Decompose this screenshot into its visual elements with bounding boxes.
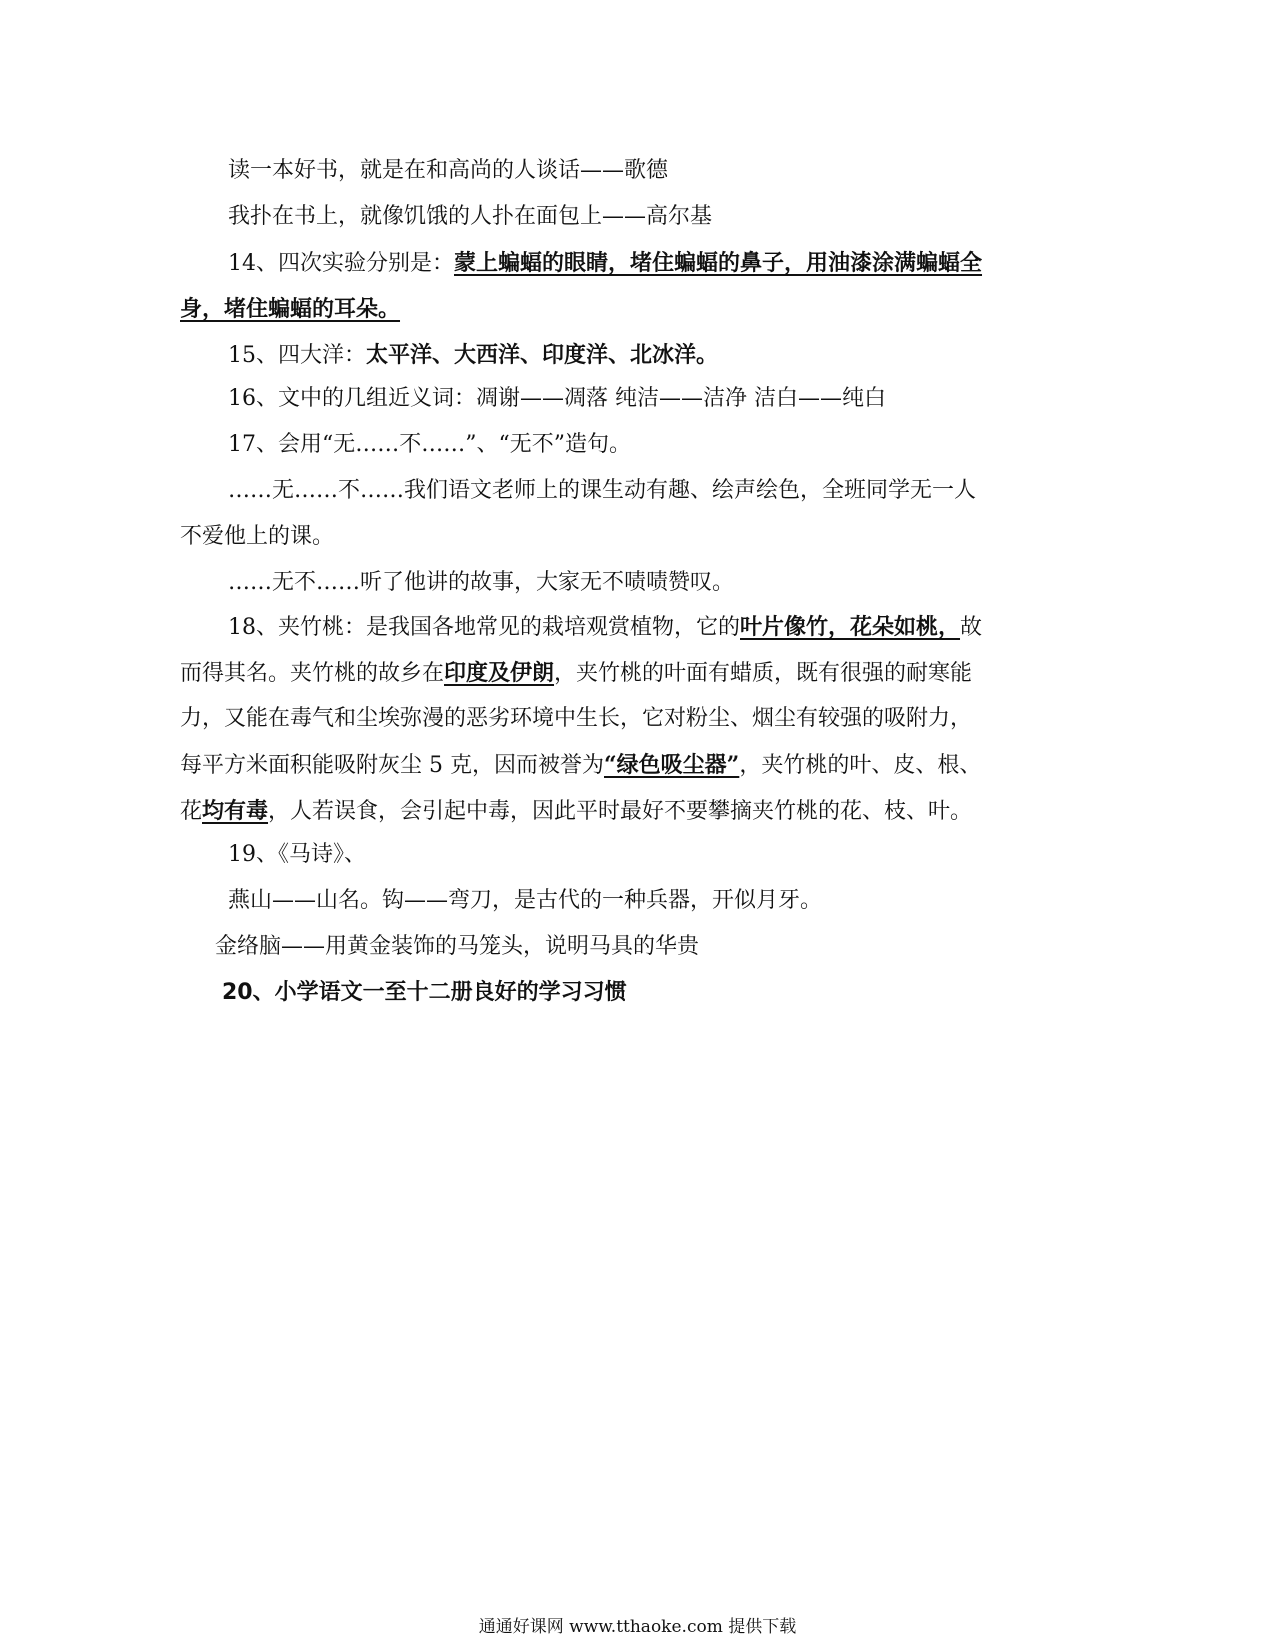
item-14-line1 [228, 248, 1128, 279]
item-14-answer-part2: 身，堵住蝙蝠的耳朵。 [180, 296, 401, 322]
item-18-text: 18、夹竹桃：是我国各地常见的栽培观赏植物，它的 [228, 615, 740, 640]
item-18-line5 [180, 796, 1080, 827]
quote-gorky: 我扑在书上，就像饥饿的人扑在面包上——高尔基 [228, 204, 713, 229]
item-15 [228, 340, 1128, 371]
item-17-example1-line2: 不爱他上的课。 [180, 524, 335, 549]
item-18-text: 每平方米面积能吸附灰尘 5 克，因而被誉为 [180, 753, 604, 778]
quote-goethe: 读一本好书，就是在和高尚的人谈话——歌德 [228, 158, 669, 183]
item-18-line2 [180, 658, 1080, 689]
item-16: 16、文中的几组近义词：凋谢——凋落 纯洁——洁净 洁白——纯白 [228, 386, 886, 411]
item-18-line1 [228, 612, 1128, 643]
item-19: 19、《马诗》、 [228, 842, 366, 867]
item-18-text: 而得其名。夹竹桃的故乡在 [180, 661, 445, 686]
item-19-note1: 燕山——山名。钩——弯刀，是古代的一种兵器，开似月牙。 [228, 888, 823, 913]
item-17-example2: ……无不……听了他讲的故事，大家无不啧啧赞叹。 [228, 570, 735, 595]
item-14-answer-part1: 蒙上蝙蝠的眼睛，堵住蝙蝠的鼻子，用油漆涂满蝙蝠全 [454, 250, 983, 276]
item-15-label: 15、四大洋： [228, 343, 366, 368]
item-18-highlight-nickname: “绿色吸尘器” [604, 752, 740, 778]
item-18-line3: 力，又能在毒气和尘埃弥漫的恶劣环境中生长，它对粉尘、烟尘有较强的吸附力， [180, 706, 973, 731]
item-20-heading: 20、小学语文一至十二册良好的学习习惯 [222, 980, 627, 1005]
item-18-text: ，人若误食，会引起中毒，因此平时最好不要攀摘夹竹桃的花、枝、叶。 [268, 799, 973, 824]
item-18-text: 故 [960, 615, 983, 640]
item-15-answer: 太平洋、大西洋、印度洋、北冰洋。 [366, 342, 719, 368]
item-18-highlight-origin: 印度及伊朗 [444, 660, 555, 686]
item-18-highlight-leaf: 叶片像竹，花朵如桃， [740, 614, 961, 640]
item-19-note2: 金络脑——用黄金装饰的马笼头，说明马具的华贵 [215, 934, 700, 959]
item-18-text: ，夹竹桃的叶面有蜡质，既有很强的耐寒能 [554, 661, 973, 686]
item-14-label: 14、四次实验分别是： [228, 251, 454, 276]
item-18-text: ，夹竹桃的叶、皮、根、 [739, 753, 982, 778]
item-18-line4 [180, 750, 1080, 781]
item-17-example1-line1: ……无……不……我们语文老师上的课生动有趣、绘声绘色，全班同学无一人 [228, 478, 977, 503]
item-17: 17、会用“无……不……”、“无不”造句。 [228, 432, 631, 457]
item-18-highlight-toxic: 均有毒 [202, 798, 269, 824]
item-18-text: 花 [180, 799, 203, 824]
item-14-line2 [180, 294, 1080, 325]
page-footer: 通通好课网 www.tthaoke.com 提供下载 [478, 1617, 797, 1637]
